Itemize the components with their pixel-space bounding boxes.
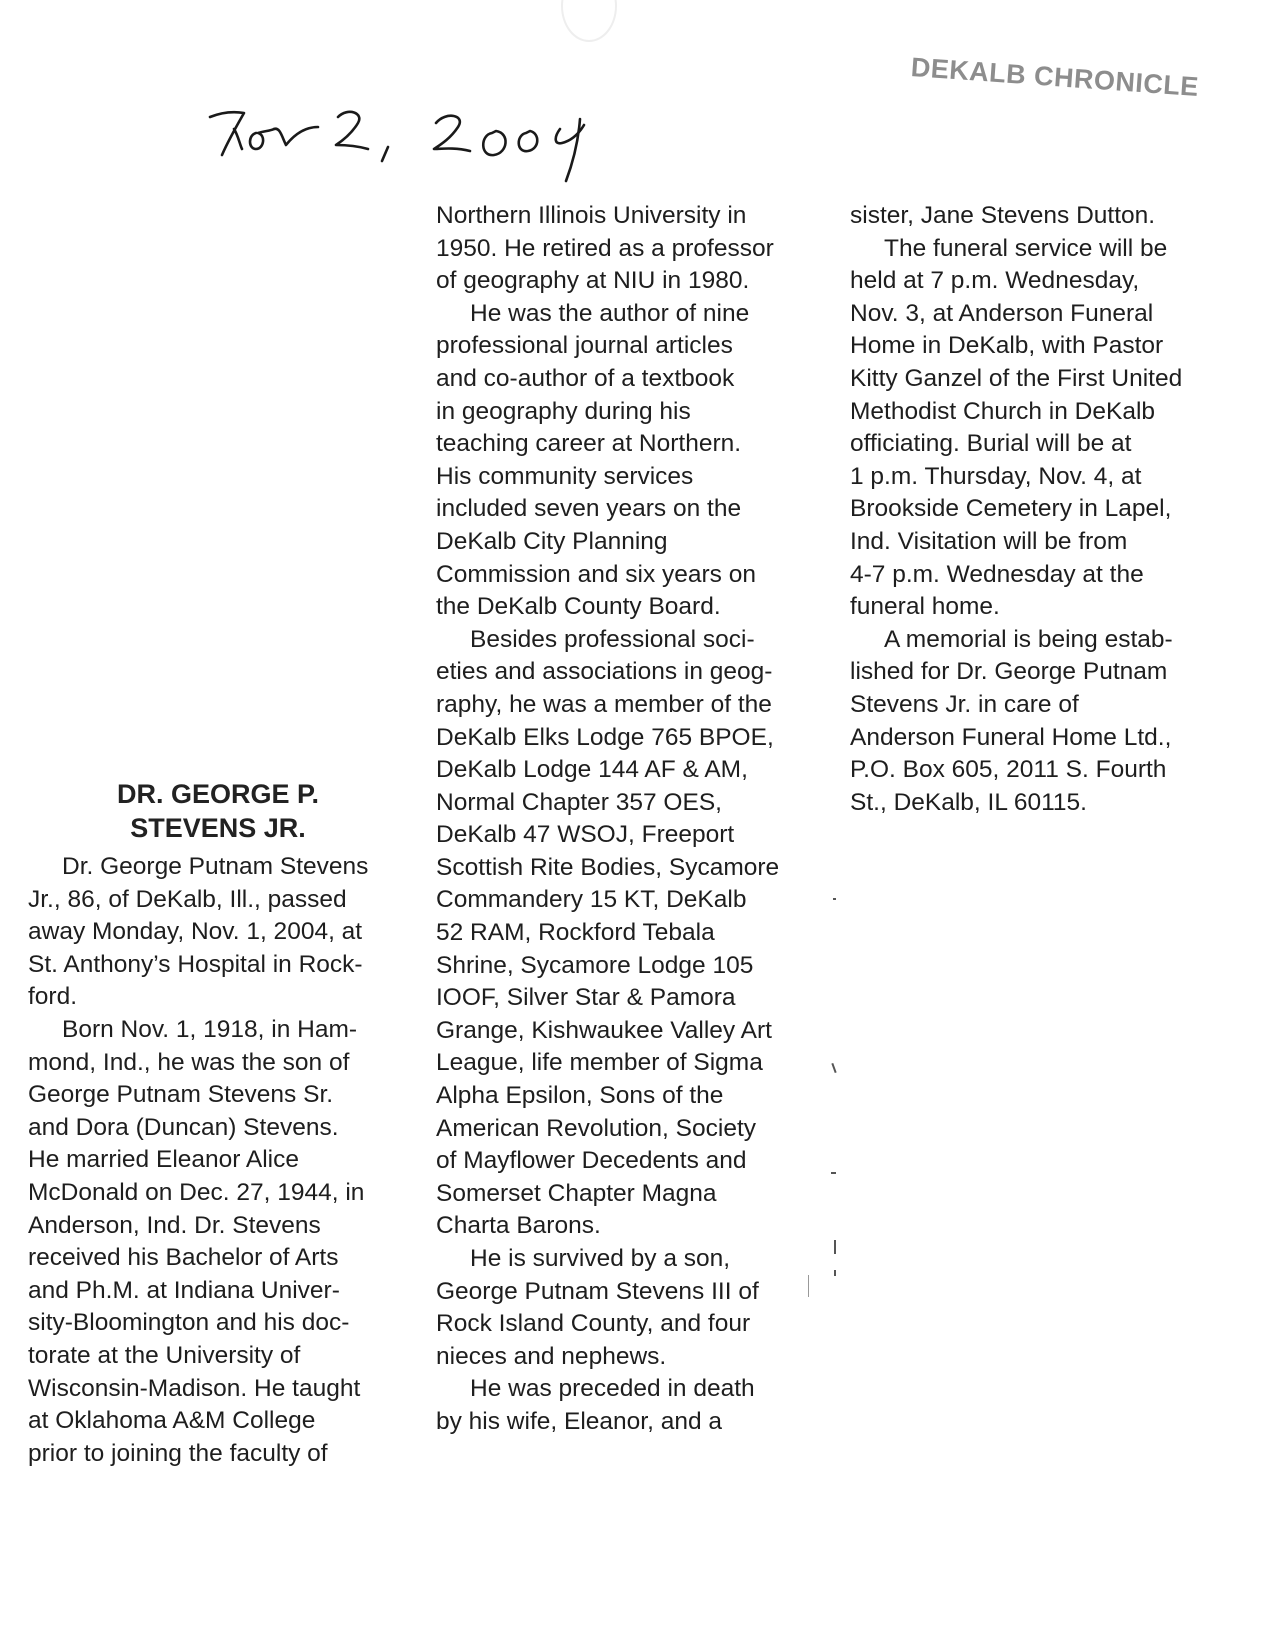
article-line: IOOF, Silver Star & Pamora xyxy=(436,984,736,1012)
article-line: He was the author of nine xyxy=(470,299,750,327)
article-line: 4-7 p.m. Wednesday at the xyxy=(850,560,1144,588)
article-line: Jr., 86, of DeKalb, Ill., passed xyxy=(28,885,347,913)
article-line: Methodist Church in DeKalb xyxy=(850,397,1156,425)
article-line: by his wife, Eleanor, and a xyxy=(436,1407,723,1435)
article-line: Anderson Funeral Home Ltd., xyxy=(850,723,1172,751)
article-line: Dr. George Putnam Stevens xyxy=(62,853,369,880)
article-line: and Dora (Duncan) Stevens. xyxy=(28,1113,339,1141)
article-line: funeral home. xyxy=(850,593,1000,621)
article-line: DeKalb Elks Lodge 765 BPOE, xyxy=(436,723,774,751)
article-line: McDonald on Dec. 27, 1944, in xyxy=(28,1178,365,1206)
article-line: prior to joining the faculty of xyxy=(28,1439,328,1467)
article-line: away Monday, Nov. 1, 2004, at xyxy=(28,918,363,946)
article-line: 52 RAM, Rockford Tebala xyxy=(436,919,715,947)
article-line: DeKalb City Planning xyxy=(436,527,668,555)
article-line: League, life member of Sigma xyxy=(436,1049,763,1077)
article-line: professional journal articles xyxy=(436,332,733,360)
article-line: He is survived by a son, xyxy=(470,1245,731,1272)
article-line: Somerset Chapter Magna xyxy=(436,1179,717,1207)
handwritten-date-drawing xyxy=(208,105,628,195)
article-line: lished for Dr. George Putnam xyxy=(850,658,1168,686)
handwritten-date xyxy=(208,105,628,200)
article-line: of geography at NIU in 1980. xyxy=(436,267,750,295)
article-line: Normal Chapter 357 OES, xyxy=(436,788,722,816)
article-line: 1 p.m. Thursday, Nov. 4, at xyxy=(850,462,1142,490)
article-line: DeKalb 47 WSOJ, Freeport xyxy=(436,821,735,849)
headline-line-2: STEVENS JR. xyxy=(130,813,306,843)
article-line: teaching career at Northern. xyxy=(436,430,742,458)
article-line: Commission and six years on xyxy=(436,560,756,588)
article-line: held at 7 p.m. Wednesday, xyxy=(850,267,1140,295)
article-line: ford. xyxy=(28,983,78,1011)
scan-speck xyxy=(833,898,836,900)
article-line: 1950. He retired as a professor xyxy=(436,234,774,262)
article-line: American Revolution, Society xyxy=(436,1114,757,1142)
article-line: Shrine, Sycamore Lodge 105 xyxy=(436,951,754,979)
article-line: torate at the University of xyxy=(28,1341,301,1369)
article-line: St., DeKalb, IL 60115. xyxy=(850,788,1087,816)
article-line: eties and associations in geog- xyxy=(436,658,773,686)
scan-speck xyxy=(831,1063,836,1073)
article-line: Anderson, Ind. Dr. Stevens xyxy=(28,1211,321,1239)
article-line: George Putnam Stevens Sr. xyxy=(28,1081,334,1109)
scan-speck xyxy=(831,1172,836,1174)
article-line: He married Eleanor Alice xyxy=(28,1146,299,1174)
article-line: raphy, he was a member of the xyxy=(436,690,772,718)
article-line: sister, Jane Stevens Dutton. xyxy=(850,202,1156,229)
article-line: mond, Ind., he was the son of xyxy=(28,1048,350,1076)
punch-hole-mark xyxy=(561,0,617,42)
article-line: P.O. Box 605, 2011 S. Fourth xyxy=(850,756,1167,784)
article-line: Commandery 15 KT, DeKalb xyxy=(436,886,747,914)
article-line: at Oklahoma A&M College xyxy=(28,1407,316,1435)
article-line: sity-Bloomington and his doc- xyxy=(28,1309,350,1337)
scan-speck xyxy=(834,1240,836,1254)
article-line: Charta Barons. xyxy=(436,1212,601,1240)
headline-line-1: DR. GEORGE P. xyxy=(116,779,320,809)
article-column-3 xyxy=(850,200,1182,819)
article-line: Rock Island County, and four xyxy=(436,1310,751,1338)
article-line: included seven years on the xyxy=(436,495,742,523)
article-line: Stevens Jr. in care of xyxy=(850,690,1079,718)
article-column-2 xyxy=(436,200,779,1439)
article-line: Home in DeKalb, with Pastor xyxy=(850,332,1164,360)
article-line: Kitty Ganzel of the First United xyxy=(850,364,1183,392)
article-line: and co-author of a textbook xyxy=(436,364,735,392)
article-line: The funeral service will be xyxy=(884,234,1168,262)
article-line: Northern Illinois University in xyxy=(436,202,747,229)
article-line: Wisconsin-Madison. He taught xyxy=(28,1374,361,1402)
article-line: Scottish Rite Bodies, Sycamore xyxy=(436,853,780,881)
article-line: Born Nov. 1, 1918, in Ham- xyxy=(62,1015,358,1043)
scan-speck xyxy=(808,1275,809,1297)
article-line: George Putnam Stevens III of xyxy=(436,1277,759,1305)
article-column-1 xyxy=(28,851,368,1470)
article-line: A memorial is being estab- xyxy=(884,625,1173,653)
article-line: and Ph.M. at Indiana Univer- xyxy=(28,1276,340,1304)
article-line: officiating. Burial will be at xyxy=(850,430,1132,458)
article-line: Ind. Visitation will be from xyxy=(850,527,1128,555)
obituary-headline xyxy=(28,777,408,845)
article-line: Besides professional soci- xyxy=(470,625,755,653)
article-line: Alpha Epsilon, Sons of the xyxy=(436,1082,724,1110)
newspaper-stamp: DEKALB CHRONICLE xyxy=(909,52,1200,103)
article-line: of Mayflower Decedents and xyxy=(436,1147,747,1175)
article-line: Grange, Kishwaukee Valley Art xyxy=(436,1016,772,1044)
scan-speck xyxy=(834,1270,836,1276)
article-line: His community services xyxy=(436,462,694,490)
article-line: in geography during his xyxy=(436,397,691,425)
article-line: St. Anthony’s Hospital in Rock- xyxy=(28,950,363,978)
article-line: Nov. 3, at Anderson Funeral xyxy=(850,299,1154,327)
article-line: Brookside Cemetery in Lapel, xyxy=(850,495,1172,523)
article-line: received his Bachelor of Arts xyxy=(28,1244,339,1272)
article-line: DeKalb Lodge 144 AF & AM, xyxy=(436,756,748,784)
article-line: nieces and nephews. xyxy=(436,1342,667,1370)
article-line: the DeKalb County Board. xyxy=(436,593,721,621)
article-line: He was preceded in death xyxy=(470,1375,755,1403)
